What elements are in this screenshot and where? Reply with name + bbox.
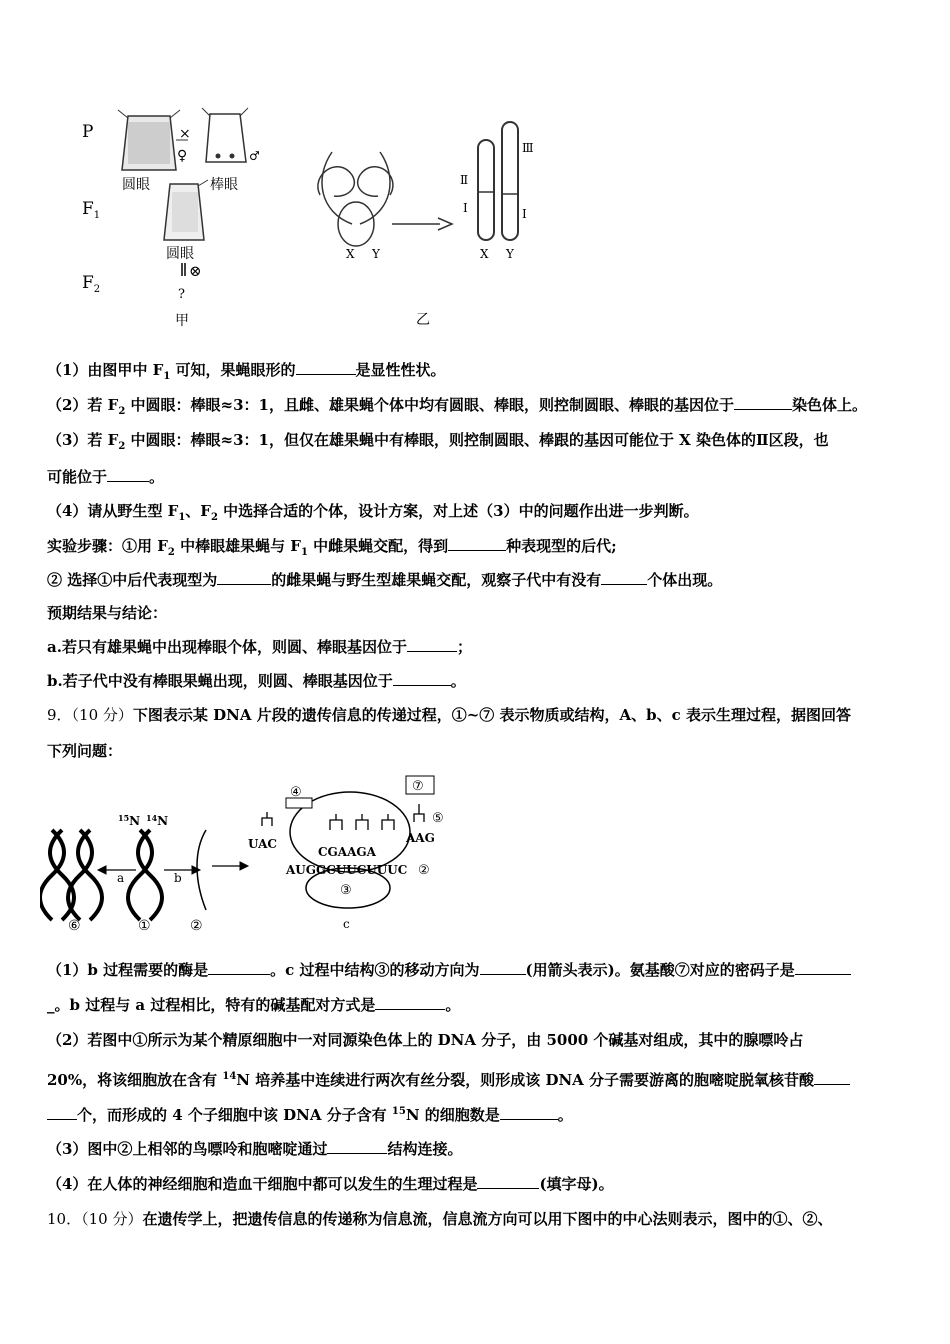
label-circle-2b: ② (418, 863, 430, 878)
self-cross-symbol: ⊗ (189, 262, 202, 280)
label-n14 (146, 813, 168, 828)
arrow-b (164, 866, 200, 874)
f1-fly-icon (164, 180, 208, 240)
answer-blank[interactable] (217, 570, 271, 585)
q8-line-10: b.若子代中没有棒眼果蝇出现，则圆、棒眼基因位于 。 (47, 672, 466, 690)
label-circle-6: ⑥ (68, 918, 81, 934)
answer-blank[interactable] (107, 467, 149, 482)
label-n14-sup: 14 (146, 813, 158, 823)
label-y-left: Y (372, 247, 380, 261)
answer-blank[interactable] (734, 395, 792, 410)
label-b: b (174, 871, 182, 885)
q8-line-9: a.若只有雄果蝇中出现棒眼个体，则圆、棒眼基因位于 ； (47, 638, 472, 656)
cross-symbol: × (179, 126, 191, 142)
q9-p1-line-2: _。b 过程与 a 过程相比，特有的碱基配对方式是 。 (47, 996, 461, 1014)
female-symbol: ♀ (177, 148, 188, 164)
q8-line-2: （2）若 $F_2$ 中圆眼：棒眼≈3：1，且雌、雄果蝇个体中均有圆眼、棒眼，则控制圆眼、棒眼的基因位于 染色体上。 (47, 396, 867, 417)
label-circle-2: ② (190, 918, 203, 934)
label-round-eye-p: 圆眼 (122, 177, 150, 193)
q8-line-4: 可能位于 。 (47, 468, 165, 486)
dna-double-helix-6-icon (40, 830, 102, 920)
answer-blank[interactable] (296, 360, 356, 375)
label-y-right: Y (506, 247, 514, 261)
answer-blank[interactable] (407, 637, 457, 652)
label-n15 (118, 813, 140, 828)
label-region-i-right: Ⅰ (522, 207, 527, 221)
answer-blank[interactable] (601, 570, 647, 585)
answer-blank[interactable] (208, 960, 270, 975)
q8-line-5: （4）请从野生型 $F_1$、$F_2$ 中选择合适的个体，设计方案，对上述（3）中的问题作出进一步判断。 (47, 502, 699, 523)
q9-line-2: 下列问题： (47, 742, 123, 760)
chromosome-pair-icon (318, 152, 452, 246)
label-region-iii: Ⅲ (522, 141, 534, 155)
label-c: c (343, 917, 350, 931)
label-circle-1: ① (138, 918, 151, 934)
q9-p2-line-3: 个，而形成的 4 个子细胞中该 DNA 分子含有 $^{15}$N 的细胞数是 。 (47, 1102, 573, 1125)
y-chromosome-icon (502, 122, 518, 240)
label-round-eye-f1: 圆眼 (166, 246, 194, 262)
q10-line-1: 10．（10 分）在遗传学上，把遗传信息的传递称为信息流，信息流方向可以用下图中的中心法则表示，图中的①、②、 (47, 1210, 833, 1228)
q8-line-1: （1）由图甲中 $F_1$ 可知，果蝇眼形的 是显性性状。 (47, 361, 446, 382)
label-circle-3: ③ (340, 883, 352, 898)
dna-double-helix-1-icon (128, 830, 162, 920)
answer-blank[interactable] (814, 1070, 850, 1085)
label-f1 (82, 199, 100, 221)
q9-p1-line-1: （1）b 过程需要的酶是 。c 过程中结构③的移动方向为 (用箭头表示)。氨基酸⑦对应的密码子是 (47, 960, 851, 980)
label-n14-main: N (157, 814, 169, 828)
x-chromosome-icon (478, 140, 494, 240)
label-p: P (82, 122, 94, 142)
label-f2 (82, 273, 100, 295)
label-circle-4: ④ (290, 785, 302, 800)
label-yi: 乙 (416, 312, 430, 328)
q8-line-8: 预期结果与结论： (47, 604, 168, 622)
figure-fly-cross (70, 100, 570, 335)
q9-line-1: 9．（10 分）下图表示某 DNA 片段的遗传信息的传递过程，①~⑦ 表示物质或结构，A、b、c 表示生理过程，据图回答 (47, 706, 851, 724)
q8-line-6: 实验步骤：①用 $F_2$ 中棒眼雄果蝇与 $F_1$ 中雌果蝇交配，得到 种表现型的后代; (47, 537, 617, 558)
label-x-left: X (346, 247, 355, 261)
q8-line-3: （3）若 $F_2$ 中圆眼：棒眼≈3：1，但仅在雄果蝇中有棒眼，则控制圆眼、棒跟的基因可能位于 X 染色体的Ⅱ区段，也 (47, 431, 829, 452)
answer-blank[interactable] (500, 1105, 558, 1120)
label-region-i-left: Ⅰ (463, 201, 468, 215)
label-f1-main: F (82, 199, 94, 219)
answer-blank[interactable] (477, 1174, 539, 1189)
male-fly-icon (202, 108, 248, 162)
label-circle-5: ⑤ (432, 811, 444, 826)
q9-p2-line-1: （2）若图中①所示为某个精原细胞中一对同源染色体上的 DNA 分子，由 5000 个碱基对组成，其中的腺嘌呤占 (47, 1031, 804, 1049)
label-x-right: X (480, 247, 489, 261)
label-mrna-seq: AUGGCUUCUUUC (286, 863, 408, 877)
q9-p3-line: （3）图中②上相邻的鸟嘌呤和胞嘧啶通过 结构连接。 (47, 1140, 463, 1158)
label-bar-eye: 棒眼 (210, 177, 238, 193)
label-a: a (117, 871, 125, 885)
answer-blank[interactable] (375, 995, 445, 1010)
answer-blank[interactable] (327, 1139, 387, 1154)
label-circle-7: ⑦ (412, 779, 424, 794)
male-symbol: ♂ (249, 149, 260, 163)
label-uac: UAC (248, 837, 277, 851)
label-f1-sub: 1 (93, 210, 101, 221)
arrow-c (212, 862, 248, 870)
label-region-ii: Ⅱ (460, 173, 469, 187)
answer-blank[interactable] (480, 960, 526, 975)
label-n15-main: N (129, 814, 141, 828)
figure-dna-transfer (40, 770, 460, 935)
q9-p2-line-2: 20%，将该细胞放在含有 $^{14}$N 培养基中连续进行两次有丝分裂，则形成该 DNA 分子需要游离的胞嘧啶脱氧核苷酸 (47, 1067, 850, 1090)
answer-blank[interactable] (795, 960, 851, 975)
q10-number: 10．（10 分） (47, 1210, 143, 1228)
label-f2-sub: 2 (93, 284, 101, 295)
label-aag: AAG (406, 831, 435, 845)
q9-p4-line: （4）在人体的神经细胞和造血干细胞中都可以发生的生理过程是 (填字母)。 (47, 1175, 614, 1193)
q9-number: 9．（10 分） (47, 706, 133, 724)
label-jia: 甲 (175, 313, 189, 329)
label-n15-sup: 15 (118, 813, 130, 823)
answer-blank[interactable] (47, 1105, 77, 1120)
question-mark: ? (178, 287, 185, 302)
answer-blank[interactable] (393, 671, 451, 686)
label-f2-main: F (82, 273, 94, 293)
label-cgaaga: CGAAGA (318, 845, 376, 859)
answer-blank[interactable] (448, 536, 506, 551)
q8-line-7: ② 选择①中后代表现型为 的雌果蝇与野生型雄果蝇交配，观察子代中有没有 个体出现。 (47, 571, 723, 589)
